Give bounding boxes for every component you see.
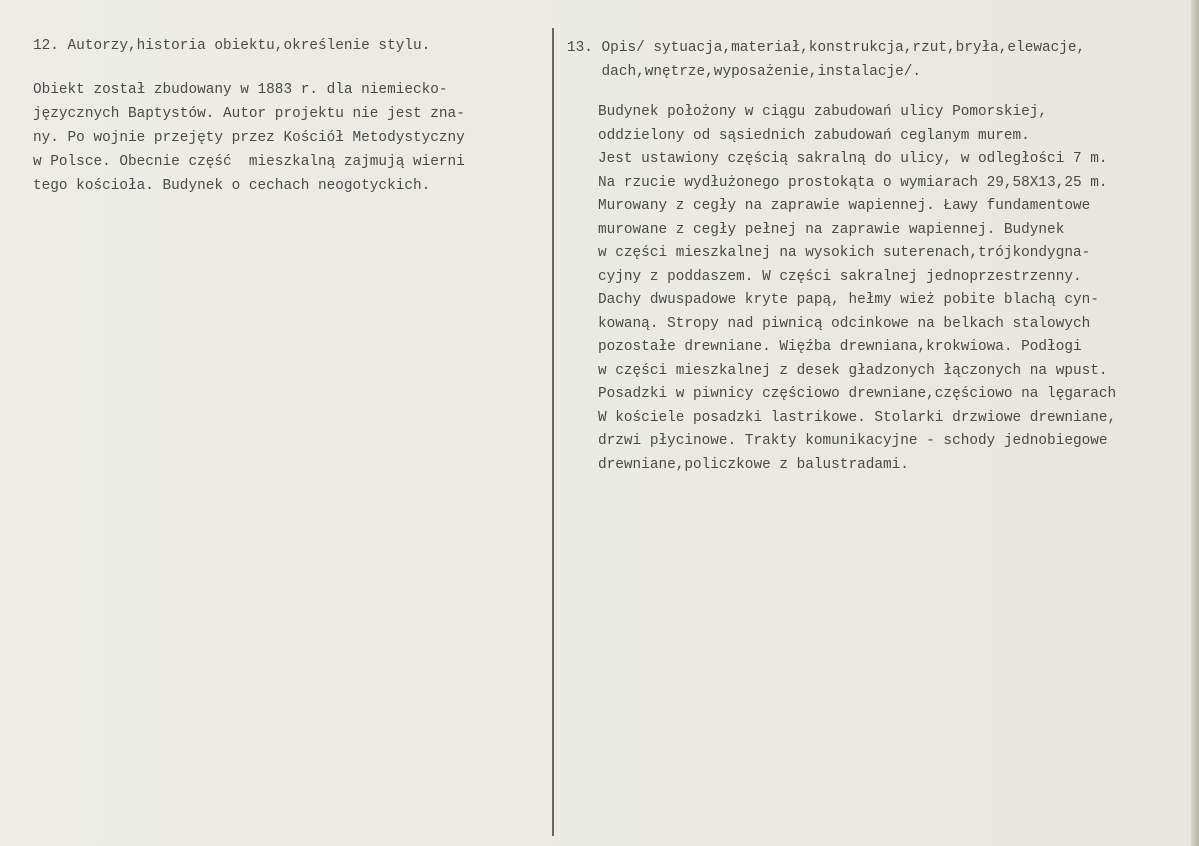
text-line: Dachy dwuspadowe kryte papą, hełmy wież pobite blachą cyn-: [598, 292, 1099, 308]
text-line: Posadzki w piwnicy częściowo drewniane,częściowo na lęgarach: [598, 386, 1117, 402]
text-line: Na rzucie wydłużonego prostokąta o wymiarach 29,58X13,25 m.: [598, 174, 1108, 191]
paper-edge: [1191, 0, 1199, 846]
text-line: pozostałe drewniane. Więźba drewniana,krokwiowa. Podłogi: [598, 339, 1082, 355]
section-12-heading: 12. Autorzy,historia obiektu,określenie stylu.: [33, 38, 431, 54]
text-line: Budynek położony w ciągu zabudowań ulicy Pomorskiej,: [598, 104, 1048, 120]
text-line: cyjny z poddaszem. W części sakralnej jednoprzestrzenny.: [598, 268, 1082, 285]
section-12-body: [33, 78, 465, 198]
text-line: ny. Po wojnie przejęty przez Kościół Metodystyczny: [33, 130, 465, 146]
text-line: W kościele posadzki lastrikowe. Stolarki drzwiowe drewniane,: [598, 409, 1117, 426]
text-line: Jest ustawiony częścią sakralną do ulicy, w odległości 7 m.: [598, 151, 1108, 167]
text-line: Murowany z cegły na zaprawie wapiennej. Ławy fundamentowe: [598, 198, 1091, 214]
text-line: kowaną. Stropy nad piwnicą odcinkowe na belkach stalowych: [598, 315, 1091, 332]
section-13-heading: [567, 36, 1085, 84]
text-line: Obiekt został zbudowany w 1883 r. dla niemiecko-: [33, 82, 448, 98]
text-line: tego kościoła. Budynek o cechach neogotyckich.: [33, 178, 431, 194]
text-line: w części mieszkalnej z desek gładzonych łączonych na wpust.: [598, 362, 1108, 379]
section-13-body: [598, 101, 1116, 477]
heading-line: dach,wnętrze,wyposażenie,instalacje/.: [567, 64, 922, 80]
text-line: drzwi płycinowe. Trakty komunikacyjne - schody jednobiegowe: [598, 433, 1108, 449]
text-line: w części mieszkalnej na wysokich suterenach,trójkondygna-: [598, 245, 1091, 261]
text-line: murowane z cegły pełnej na zaprawie wapiennej. Budynek: [598, 221, 1065, 238]
text-line: języcznych Baptystów. Autor projektu nie jest zna-: [33, 106, 465, 122]
text-line: w Polsce. Obecnie część mieszkalną zajmują wierni: [33, 154, 465, 170]
column-divider: [552, 28, 554, 836]
heading-line: 13. Opis/ sytuacja,materiał,konstrukcja,rzut,bryła,elewacje,: [567, 40, 1086, 56]
text-line: oddzielony od sąsiednich zabudowań ceglanym murem.: [598, 127, 1030, 144]
text-line: drewniane,policzkowe z balustradami.: [598, 456, 909, 473]
